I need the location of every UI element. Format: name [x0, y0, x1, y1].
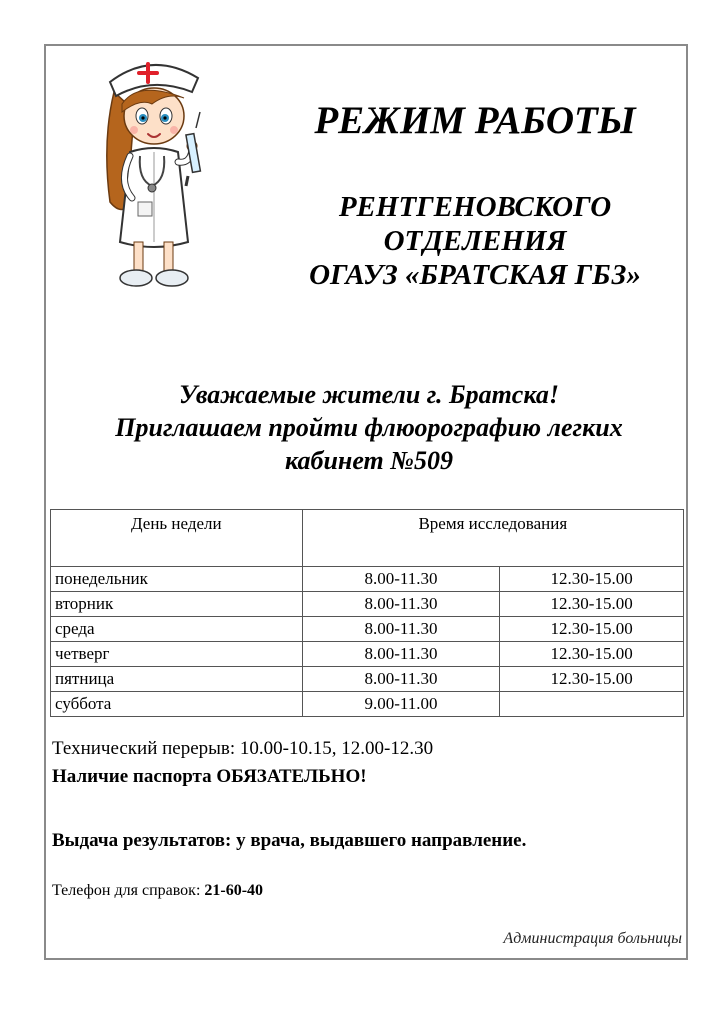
- invitation-line-2: Приглашаем пройти флюорографию легких: [115, 413, 623, 442]
- header-day: День недели: [51, 510, 303, 567]
- table-row: [51, 592, 684, 617]
- time-slot-1: 9.00-11.00: [302, 692, 500, 717]
- invitation-line-3: кабинет №509: [284, 446, 454, 475]
- schedule-table: [50, 509, 684, 717]
- day-cell: среда: [51, 617, 303, 642]
- department-line-3: ОГАУЗ «БРАТСКАЯ ГБЗ»: [309, 259, 641, 291]
- results-info: Выдача результатов: у врача, выдавшего направление.: [52, 830, 527, 851]
- time-slot-2: 12.30-15.00: [500, 567, 684, 592]
- time-slot-2: 12.30-15.00: [500, 617, 684, 642]
- day-cell: суббота: [51, 692, 303, 717]
- table-row: [51, 642, 684, 667]
- technical-break-text: Технический перерыв: 10.00-10.15, 12.00-12.30: [52, 738, 434, 759]
- signature: Администрация больницы: [503, 930, 682, 947]
- table-row: [51, 667, 684, 692]
- time-slot-2: 12.30-15.00: [500, 667, 684, 692]
- time-slot-2: [500, 692, 684, 717]
- time-slot-2: 12.30-15.00: [500, 642, 684, 667]
- department-line-2: ОТДЕЛЕНИЯ: [383, 225, 567, 257]
- syringe-icon: [186, 112, 200, 186]
- passport-requirement: Наличие паспорта ОБЯЗАТЕЛЬНО!: [52, 766, 367, 787]
- day-cell: вторник: [51, 592, 303, 617]
- department-title: [270, 190, 680, 292]
- page-title: РЕЖИМ РАБОТЫ: [314, 99, 636, 142]
- phone-info: [52, 882, 263, 900]
- department-line-1: РЕНТГЕНОВСКОГО: [338, 191, 612, 223]
- table-row: [51, 617, 684, 642]
- time-slot-1: 8.00-11.30: [302, 667, 500, 692]
- invitation-line-1: Уважаемые жители г. Братска!: [179, 380, 559, 409]
- table-header-row: [51, 510, 684, 567]
- time-slot-1: 8.00-11.30: [302, 592, 500, 617]
- phone-number: 21-60-40: [204, 882, 264, 899]
- header-time: Время исследования: [302, 510, 683, 567]
- invitation: [52, 378, 686, 477]
- day-cell: четверг: [51, 642, 303, 667]
- time-slot-1: 8.00-11.30: [302, 617, 500, 642]
- day-cell: понедельник: [51, 567, 303, 592]
- table-row: [51, 692, 684, 717]
- day-cell: пятница: [51, 667, 303, 692]
- time-slot-2: 12.30-15.00: [500, 592, 684, 617]
- time-slot-1: 8.00-11.30: [302, 567, 500, 592]
- phone-label: Телефон для справок:: [52, 882, 205, 899]
- nurse-illustration: [92, 52, 222, 292]
- table-row: [51, 567, 684, 592]
- time-slot-1: 8.00-11.30: [302, 642, 500, 667]
